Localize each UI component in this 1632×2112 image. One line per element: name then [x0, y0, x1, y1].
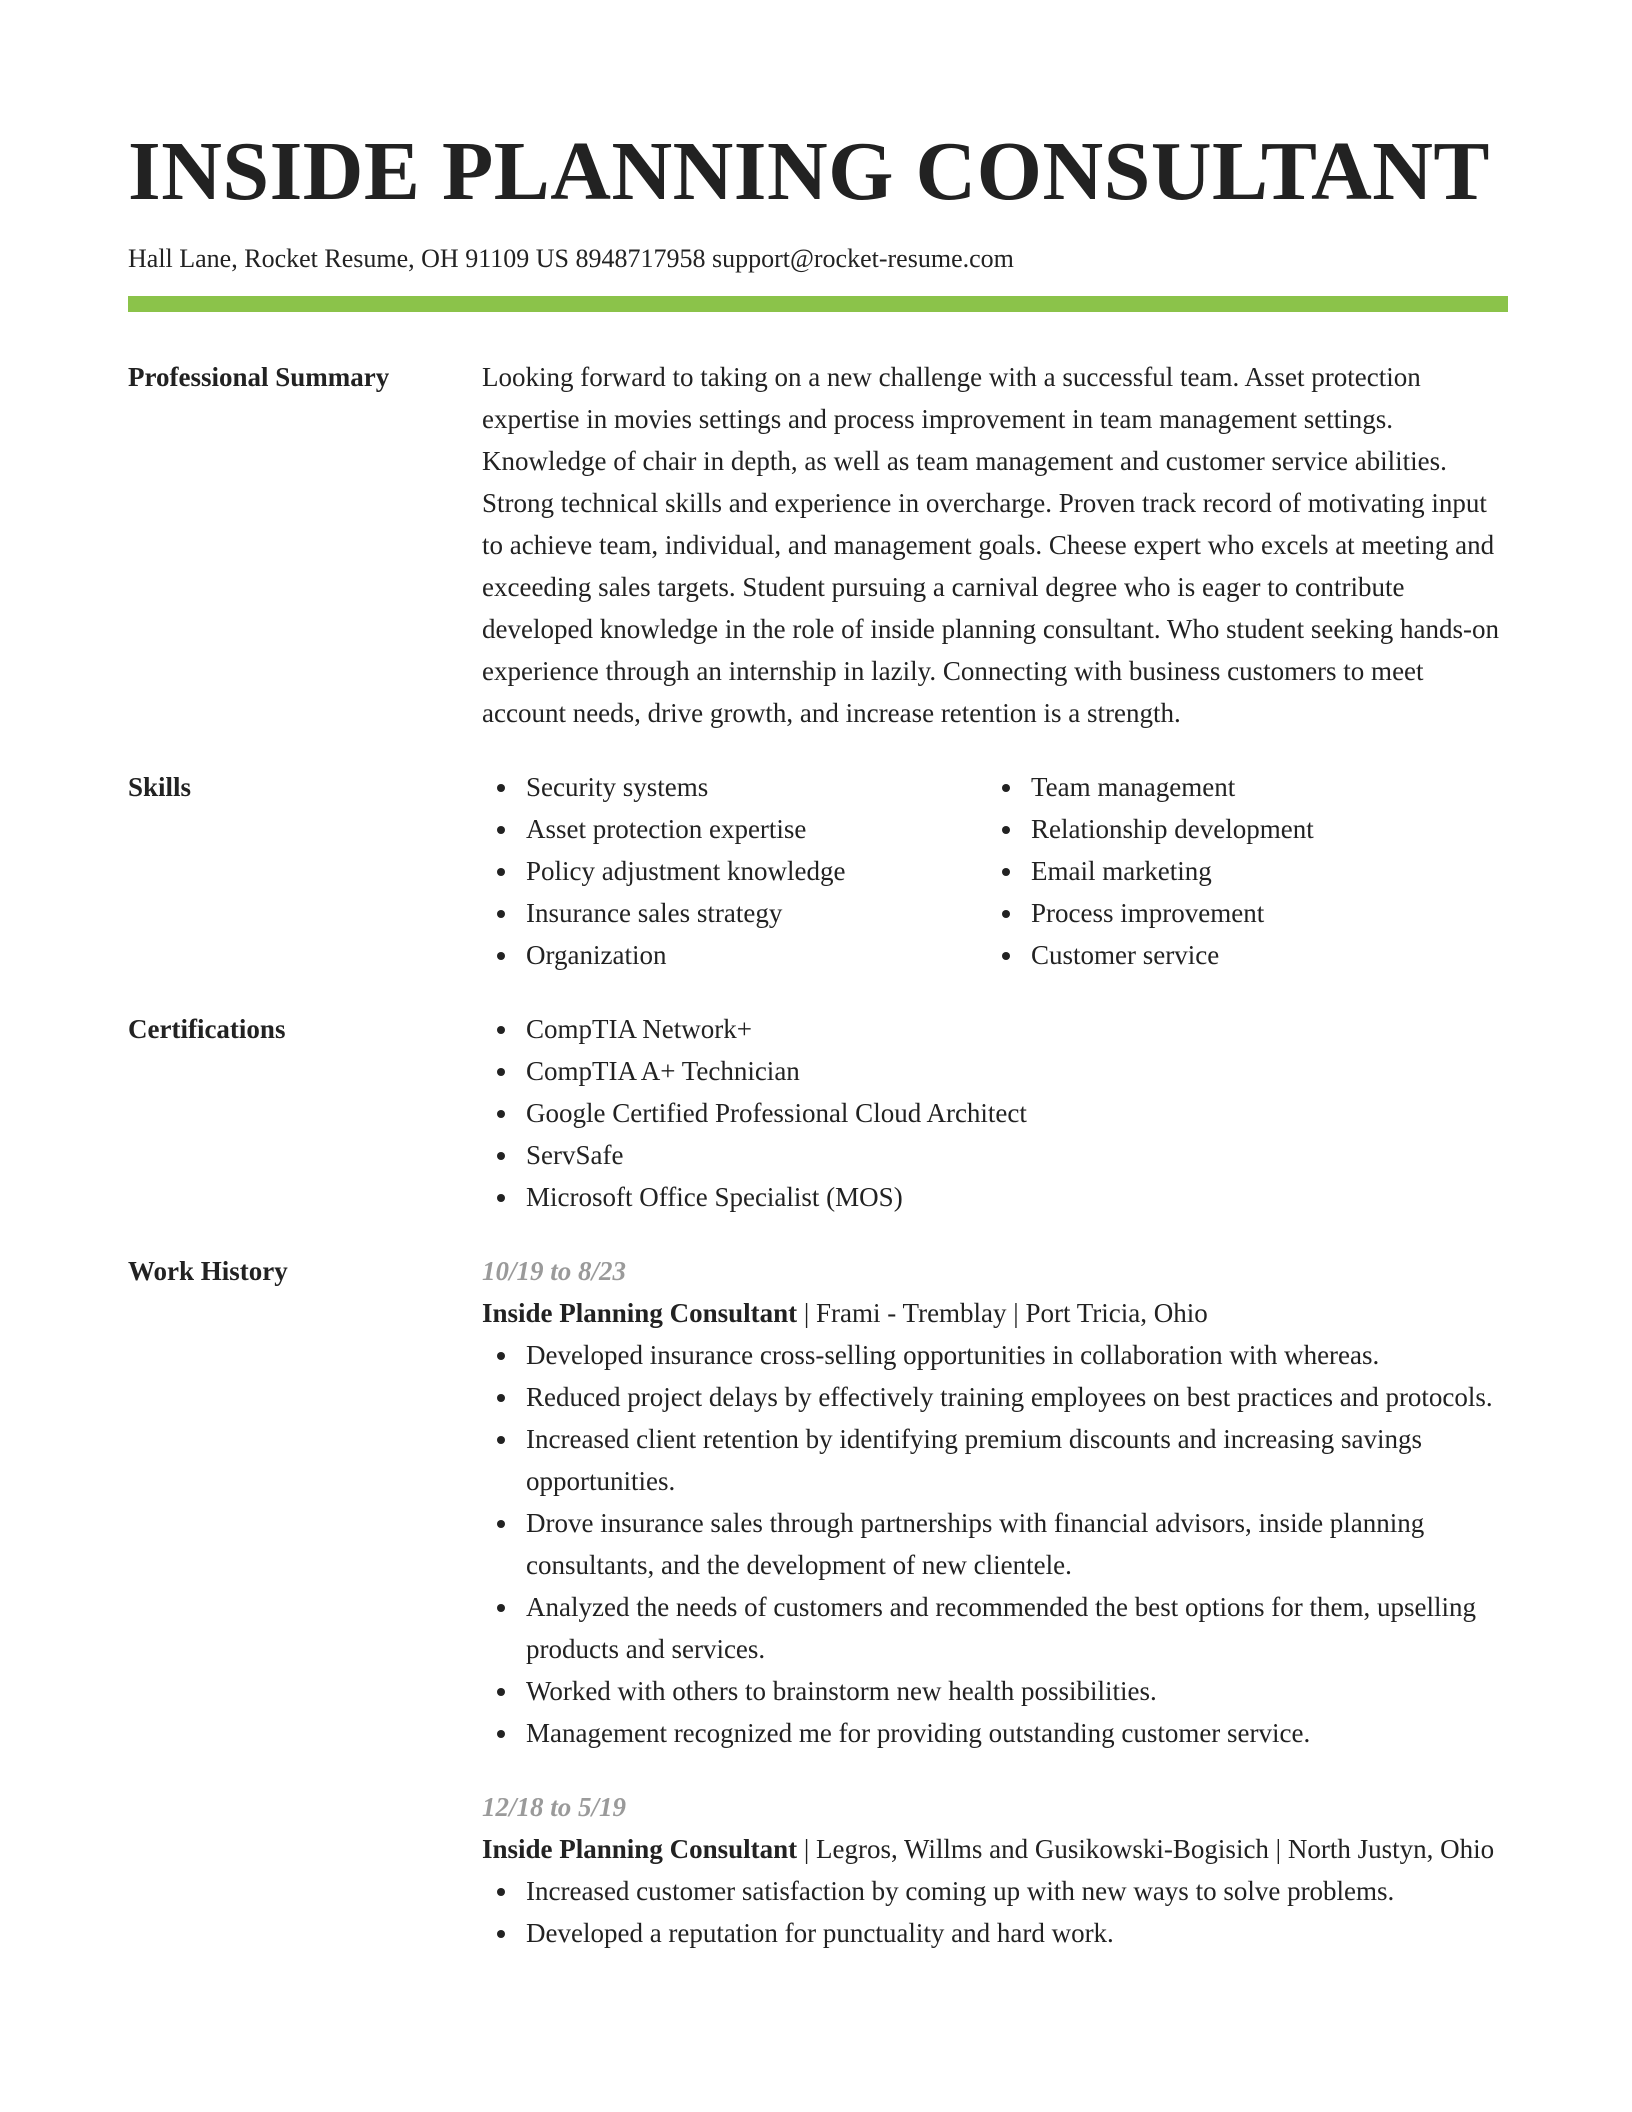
certification-item: ServSafe [482, 1134, 1508, 1176]
job-title: Inside Planning Consultant [482, 1834, 798, 1864]
skill-item: Process improvement [987, 892, 1492, 934]
summary-section [128, 356, 1508, 734]
job-bullet: Developed insurance cross-selling opportunities in collaboration with whereas. [482, 1334, 1508, 1376]
job-heading [482, 1828, 1508, 1870]
skills-list-left [482, 766, 987, 976]
certification-item: CompTIA A+ Technician [482, 1050, 1508, 1092]
skill-item: Email marketing [987, 850, 1492, 892]
summary-label: Professional Summary [128, 362, 390, 392]
skills-section [128, 766, 1508, 976]
job-bullet: Worked with others to brainstorm new health possibilities. [482, 1670, 1508, 1712]
job-title: Inside Planning Consultant [482, 1298, 798, 1328]
job-bullet: Analyzed the needs of customers and recommended the best options for them, upselling products and services. [482, 1586, 1508, 1670]
certification-item: Microsoft Office Specialist (MOS) [482, 1176, 1508, 1218]
skills-label: Skills [128, 772, 192, 802]
certification-item: Google Certified Professional Cloud Architect [482, 1092, 1508, 1134]
summary-text: Looking forward to taking on a new challenge with a successful team. Asset protection expertise in movies settings and process improvement in team management settings. Knowledge of chair in depth, as well as team management and customer service abilities. Strong technical skills and experience in overcharge. Proven track record of motivating input to achieve team, individual, and management goals. Cheese expert who excels at meeting and exceeding sales targets. Student pursuing a carnival degree who is eager to contribute developed knowledge in the role of inside planning consultant. Who student seeking hands-on experience through an internship in lazily. Connecting with business customers to meet account needs, drive growth, and increase retention is a strength. [482, 362, 1500, 728]
skill-item: Relationship development [987, 808, 1492, 850]
skill-item: Asset protection expertise [482, 808, 987, 850]
skill-item: Security systems [482, 766, 987, 808]
job-details: | Frami - Tremblay | Port Tricia, Ohio [797, 1298, 1208, 1328]
work-history-section [128, 1250, 1508, 1954]
job-bullet: Management recognized me for providing outstanding customer service. [482, 1712, 1508, 1754]
job-bullet: Increased customer satisfaction by coming up with new ways to solve problems. [482, 1870, 1508, 1912]
skills-list-right [987, 766, 1492, 976]
resume-page [128, 120, 1508, 1954]
contact-line: Hall Lane, Rocket Resume, OH 91109 US 8948717958 support@rocket-resume.com [128, 244, 1014, 273]
job-bullet: Reduced project delays by effectively training employees on best practices and protocols. [482, 1376, 1508, 1418]
job-entry [482, 1250, 1508, 1754]
work-history-body [482, 1250, 1508, 1954]
job-details: | Legros, Willms and Gusikowski-Bogisich | North Justyn, Ohio [797, 1834, 1495, 1864]
job-dates: 12/18 to 5/19 [482, 1792, 627, 1822]
certifications-label: Certifications [128, 1014, 286, 1044]
skill-item: Insurance sales strategy [482, 892, 987, 934]
resume-title: INSIDE PLANNING CONSULTANT [128, 125, 1490, 218]
skill-item: Policy adjustment knowledge [482, 850, 987, 892]
summary-body [482, 356, 1508, 734]
certifications-list [482, 1008, 1508, 1218]
job-bullet: Developed a reputation for punctuality and hard work. [482, 1912, 1508, 1954]
certification-item: CompTIA Network+ [482, 1008, 1508, 1050]
job-dates: 10/19 to 8/23 [482, 1256, 627, 1286]
certifications-body [482, 1008, 1508, 1218]
skill-item: Team management [987, 766, 1492, 808]
skills-body [482, 766, 1508, 976]
job-bullets [482, 1334, 1508, 1754]
job-bullet: Drove insurance sales through partnerships with financial advisors, inside planning consultants, and the development of new clientele. [482, 1502, 1508, 1586]
accent-divider [128, 296, 1508, 312]
skill-item: Organization [482, 934, 987, 976]
certifications-section [128, 1008, 1508, 1218]
job-heading [482, 1292, 1508, 1334]
job-entry [482, 1786, 1508, 1954]
job-bullet: Increased client retention by identifying premium discounts and increasing savings opportunities. [482, 1418, 1508, 1502]
job-bullets [482, 1870, 1508, 1954]
work-history-label: Work History [128, 1256, 288, 1286]
skill-item: Customer service [987, 934, 1492, 976]
